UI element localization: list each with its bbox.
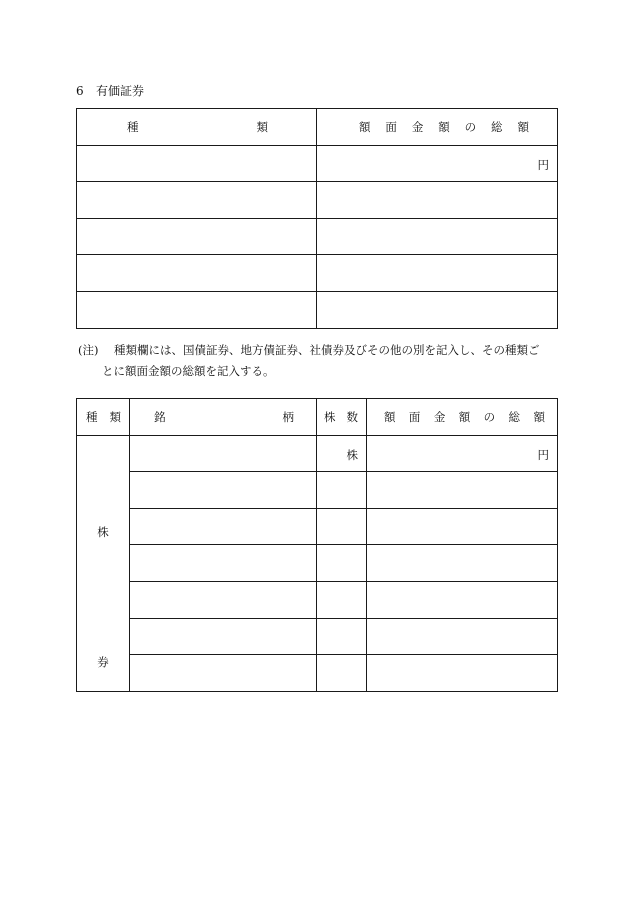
- header-kind: [77, 399, 130, 436]
- header-char: 数: [346, 409, 358, 424]
- table-header-row: [77, 109, 558, 146]
- header-char: 面: [385, 119, 397, 134]
- amount-cell[interactable]: [367, 545, 558, 582]
- kind-cell[interactable]: [77, 291, 317, 328]
- amount-cell[interactable]: [317, 145, 558, 182]
- table-row: [77, 435, 558, 472]
- header-char: 柄: [282, 409, 294, 424]
- header-char: 額: [517, 119, 529, 134]
- stock-table: [76, 398, 558, 692]
- note-line-2: とに額面金額の総額を記入する。: [102, 364, 275, 378]
- shares-cell[interactable]: [317, 435, 367, 472]
- table-row: [77, 182, 558, 219]
- header-kind: [77, 109, 317, 146]
- issue-cell[interactable]: [130, 508, 317, 545]
- header-char: 銘: [154, 409, 166, 424]
- note: [78, 340, 560, 382]
- issue-cell[interactable]: [130, 472, 317, 509]
- table-row: [77, 255, 558, 292]
- header-issue-name: [130, 399, 317, 436]
- amount-cell[interactable]: [317, 218, 558, 255]
- header-share-count: [317, 399, 367, 436]
- header-char: 種: [86, 409, 98, 424]
- header-char: 金: [433, 409, 446, 424]
- note-text-1: 種類欄には、国債証券、地方債証券、社債券及びその他の別を記入し、その種類ご: [114, 343, 540, 357]
- kind-cell[interactable]: [77, 218, 317, 255]
- amount-cell[interactable]: [367, 472, 558, 509]
- table-row: [77, 618, 558, 655]
- section-heading: [76, 84, 144, 98]
- securities-table: [76, 108, 558, 329]
- amount-cell[interactable]: [367, 435, 558, 472]
- amount-cell[interactable]: [367, 618, 558, 655]
- kind-cell[interactable]: [77, 182, 317, 219]
- table-row: [77, 508, 558, 545]
- issue-cell[interactable]: [130, 581, 317, 618]
- table-row: [77, 291, 558, 328]
- shares-cell[interactable]: [317, 508, 367, 545]
- header-face-value-total: [367, 399, 558, 436]
- shares-unit: 株: [346, 447, 358, 462]
- header-char: 額: [384, 409, 396, 424]
- header-char: 面: [408, 409, 421, 424]
- header-char: 株: [324, 409, 336, 424]
- shares-cell[interactable]: [317, 618, 367, 655]
- amount-cell[interactable]: [367, 655, 558, 692]
- header-char: 額: [533, 409, 545, 424]
- shares-cell[interactable]: [317, 472, 367, 509]
- kind-label-top: 株: [97, 524, 109, 539]
- kind-merged-cell: [77, 435, 130, 691]
- issue-cell[interactable]: [130, 618, 317, 655]
- table-header-row: [77, 399, 558, 436]
- header-kind-char: 類: [256, 119, 268, 134]
- header-char: 額: [359, 119, 371, 134]
- shares-cell[interactable]: [317, 545, 367, 582]
- note-line-1: [78, 340, 560, 361]
- table-row: [77, 145, 558, 182]
- yen-unit: 円: [537, 447, 549, 462]
- shares-cell[interactable]: [317, 581, 367, 618]
- header-char: 総: [508, 409, 521, 424]
- header-char: の: [464, 119, 477, 134]
- issue-cell[interactable]: [130, 545, 317, 582]
- amount-cell[interactable]: [317, 255, 558, 292]
- header-char: 額: [438, 119, 450, 134]
- header-char: 総: [491, 119, 503, 134]
- table-row: [77, 581, 558, 618]
- header-kind-char: 種: [127, 119, 139, 134]
- yen-unit: 円: [537, 157, 549, 172]
- section-number: 6: [76, 84, 84, 98]
- header-char: の: [483, 409, 496, 424]
- amount-cell[interactable]: [317, 182, 558, 219]
- section-title: 有価証券: [96, 84, 145, 98]
- amount-cell[interactable]: [367, 581, 558, 618]
- table-row: [77, 218, 558, 255]
- table-row: [77, 472, 558, 509]
- kind-cell[interactable]: [77, 145, 317, 182]
- amount-cell[interactable]: [317, 291, 558, 328]
- header-char: 額: [458, 409, 471, 424]
- shares-cell[interactable]: [317, 655, 367, 692]
- kind-label-bottom: 券: [97, 654, 109, 669]
- header-char: 金: [411, 119, 424, 134]
- issue-cell[interactable]: [130, 655, 317, 692]
- table-row: [77, 655, 558, 692]
- table-row: [77, 545, 558, 582]
- header-face-value-total: [317, 109, 558, 146]
- header-char: 類: [109, 409, 121, 424]
- note-label: (注): [78, 343, 99, 357]
- amount-cell[interactable]: [367, 508, 558, 545]
- kind-cell[interactable]: [77, 255, 317, 292]
- issue-cell[interactable]: [130, 435, 317, 472]
